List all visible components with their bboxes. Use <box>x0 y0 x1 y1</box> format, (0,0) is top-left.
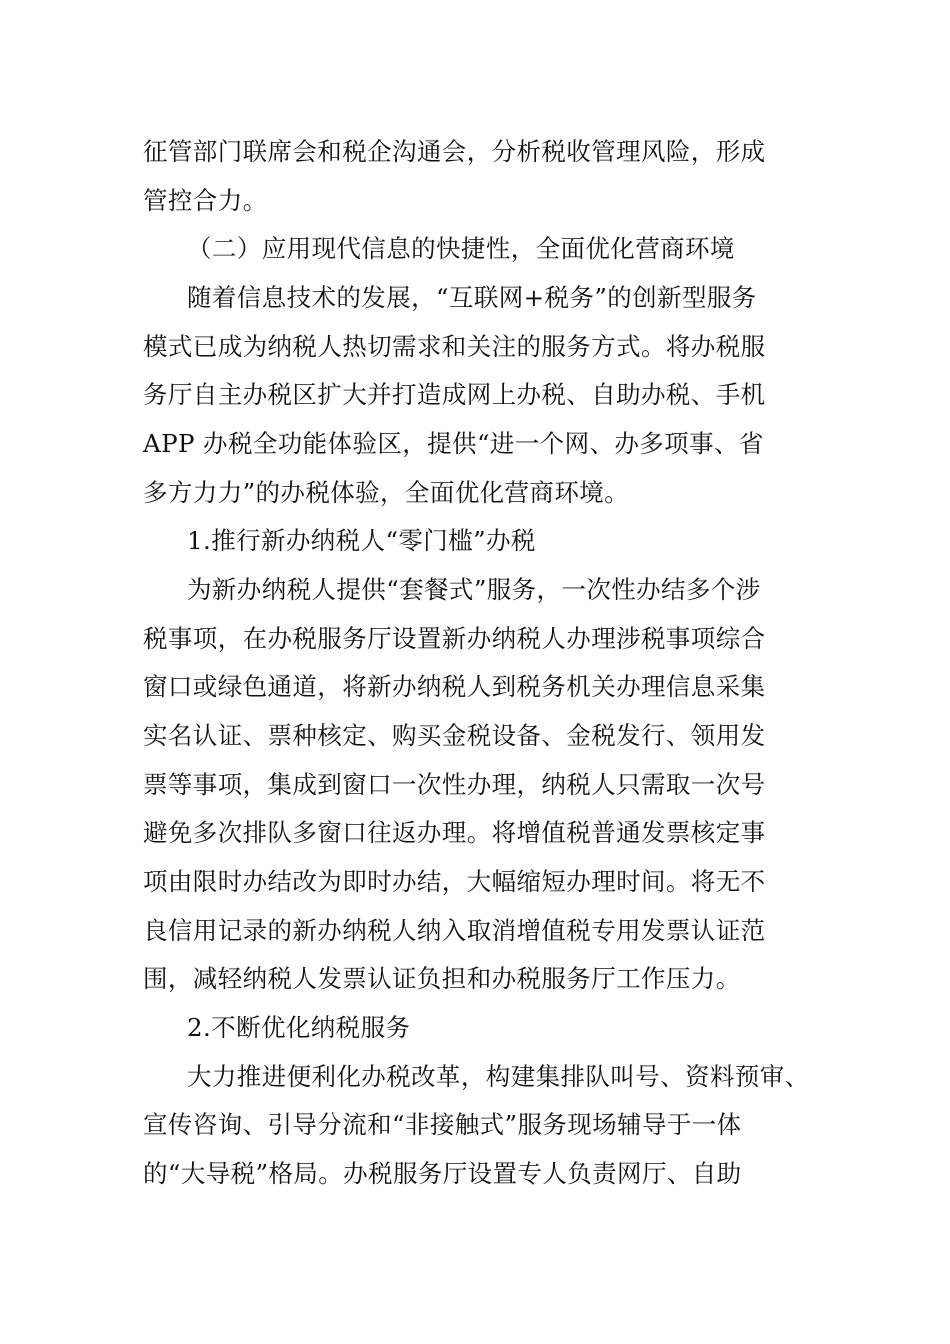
text-line: 模式已成为纳税人热切需求和关注的服务方式。将办税服 <box>143 332 766 361</box>
text-line: 的“大导税”格局。办税服务厅设置专人负责网厅、自助 <box>143 1159 742 1188</box>
text-line: 管控合力。 <box>143 186 268 215</box>
section-heading: （二）应用现代信息的快捷性，全面优化营商环境 <box>187 234 735 263</box>
subsection-heading: 1.推行新办纳税人“零门槛”办税 <box>187 526 536 555</box>
text-line: 项由限时办结改为即时办结，大幅缩短办理时间。将无不 <box>143 867 766 896</box>
text-line: 良信用记录的新办纳税人纳入取消增值税专用发票认证范 <box>143 916 766 945</box>
subsection-heading: 2.不断优化纳税服务 <box>187 1013 411 1042</box>
text-line: 征管部门联席会和税企沟通会，分析税收管理风险，形成 <box>143 137 766 166</box>
text-line: 多方力力”的办税体验，全面优化营商环境。 <box>143 478 630 507</box>
text-line: 宣传咨询、引导分流和“非接触式”服务现场辅导于一体 <box>143 1110 742 1139</box>
paragraph-start: 随着信息技术的发展，“互联网+税务”的创新型服务 <box>187 283 757 312</box>
text-line: 围，减轻纳税人发票认证负担和办税服务厅工作压力。 <box>143 964 741 993</box>
text-line: 实名认证、票种核定、购买金税设备、金税发行、领用发 <box>143 721 766 750</box>
text-line: 窗口或绿色通道，将新办纳税人到税务机关办理信息采集 <box>143 672 766 701</box>
text-line: 避免多次排队多窗口往返办理。将增值税普通发票核定事 <box>143 818 766 847</box>
text-line: 税事项，在办税服务厅设置新办纳税人办理涉税事项综合 <box>143 624 766 653</box>
paragraph-start: 为新办纳税人提供“套餐式”服务，一次性办结多个涉 <box>187 575 761 604</box>
paragraph-start: 大力推进便利化办税改革，构建集排队叫号、资料预审、 <box>187 1062 810 1091</box>
text-line: APP 办税全功能体验区，提供“进一个网、办多项事、省 <box>143 429 764 458</box>
text-line: 票等事项，集成到窗口一次性办理，纳税人只需取一次号 <box>143 770 766 799</box>
text-line: 务厅自主办税区扩大并打造成网上办税、自助办税、手机 <box>143 380 766 409</box>
